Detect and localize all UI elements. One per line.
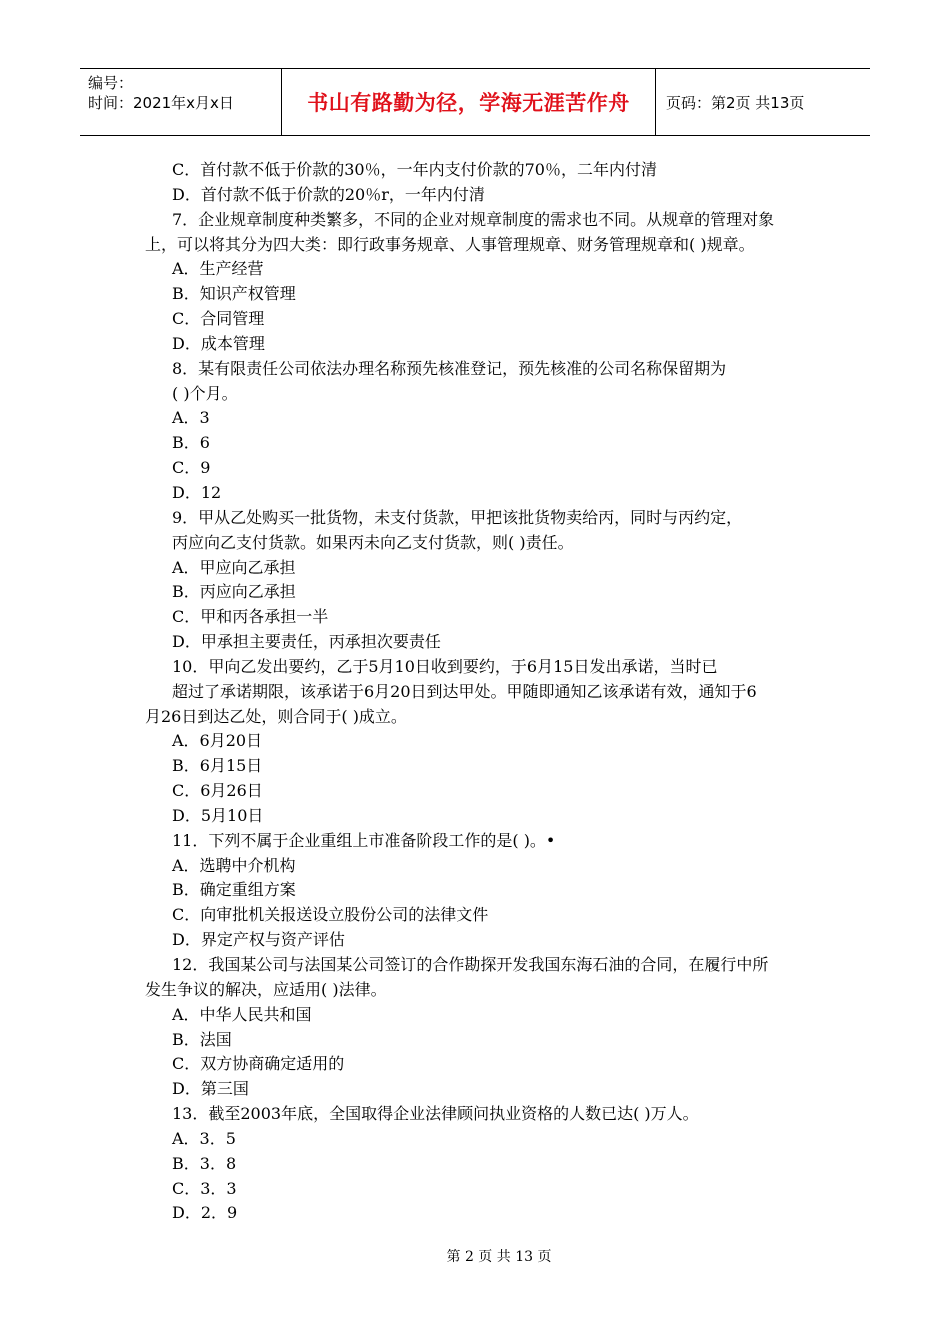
document-body (145, 158, 825, 1226)
text-line: D．第三国 (172, 1079, 249, 1099)
header-meta (80, 69, 282, 135)
text-line: A．选聘中介机构 (172, 855, 296, 875)
text-line: C．6月26日 (172, 781, 263, 801)
text-line: C．双方协商确定适用的 (172, 1054, 345, 1074)
text-line: C．3．3 (172, 1178, 237, 1198)
text-line: 13．截至2003年底，全国取得企业法律顾问执业资格的人数已达( )万人。 (172, 1104, 699, 1124)
text-line: 月26日到达乙处，则合同于( )成立。 (145, 706, 407, 726)
text-line: B．确定重组方案 (172, 880, 296, 900)
text-line: D．界定产权与资产评估 (172, 930, 345, 950)
number-label: 编号： (88, 74, 134, 92)
text-line: D．2．9 (172, 1203, 238, 1223)
text-line: B．3．8 (172, 1153, 237, 1173)
text-line: D．首付款不低于价款的20％r，一年内付清 (172, 184, 485, 204)
text-line: A．3 (172, 408, 210, 428)
text-line: 7．企业规章制度种类繁多，不同的企业对规章制度的需求也不同。从规章的管理对象 (172, 209, 775, 229)
text-line: 9．甲从乙处购买一批货物，未支付货款，甲把该批货物卖给丙，同时与丙约定， (172, 507, 743, 527)
time-label: 时间：2021年x月x日 (88, 94, 234, 112)
text-line: 8．某有限责任公司依法办理名称预先核准登记，预先核准的公司名称保留期为 (172, 358, 727, 378)
text-line: C．合同管理 (172, 309, 265, 329)
header-page-info (656, 69, 870, 135)
text-line: 发生争议的解决，应适用( )法律。 (145, 979, 387, 999)
motto-text: 书山有路勤为径，学海无涯苦作舟 (307, 91, 630, 115)
text-line: 上，可以将其分为四大类：即行政事务规章、人事管理规章、财务管理规章和( )规章。 (145, 234, 755, 254)
text-line: A．6月20日 (172, 731, 263, 751)
text-line: A．中华人民共和国 (172, 1004, 312, 1024)
text-line: D．甲承担主要责任，丙承担次要责任 (172, 632, 441, 652)
text-line: D．5月10日 (172, 805, 264, 825)
text-line: ( )个月。 (172, 383, 238, 403)
page-info-text: 页码：第2页 共13页 (666, 93, 805, 112)
text-line: C．9 (172, 458, 211, 478)
text-line: A．甲应向乙承担 (172, 557, 296, 577)
text-line: B．知识产权管理 (172, 284, 296, 304)
text-line: D．成本管理 (172, 333, 265, 353)
text-line: C．甲和丙各承担一半 (172, 607, 329, 627)
text-line: C．首付款不低于价款的30％，一年内支付价款的70％，二年内付清 (172, 160, 657, 179)
text-line: 11．下列不属于企业重组上市准备阶段工作的是( )。• (172, 830, 556, 850)
text-line: 10．甲向乙发出要约，乙于5月10日收到要约，于6月15日发出承诺，当时已 (172, 656, 718, 676)
text-line: B．丙应向乙承担 (172, 582, 296, 602)
text-line: A．3．5 (172, 1128, 236, 1148)
text-line: 12．我国某公司与法国某公司签订的合作勘探开发我国东海石油的合同，在履行中所 (172, 955, 769, 974)
footer-page-number: 第 2 页 共 13 页 (446, 1249, 552, 1265)
header-motto-cell (282, 69, 656, 135)
page-header (80, 68, 870, 136)
text-line: 丙应向乙支付货款。如果丙未向乙支付货款，则( )责任。 (172, 532, 574, 552)
text-line: 超过了承诺期限，该承诺于6月20日到达甲处。甲随即通知乙该承诺有效，通知于6 (172, 681, 757, 701)
text-line: C．向审批机关报送设立股份公司的法律文件 (172, 905, 489, 925)
text-line: B．6 (172, 433, 210, 453)
text-line: B．法国 (172, 1029, 232, 1049)
text-line: D．12 (172, 482, 222, 502)
page-footer (0, 1246, 950, 1266)
text-line: A．生产经营 (172, 259, 264, 279)
text-line: B．6月15日 (172, 756, 263, 776)
